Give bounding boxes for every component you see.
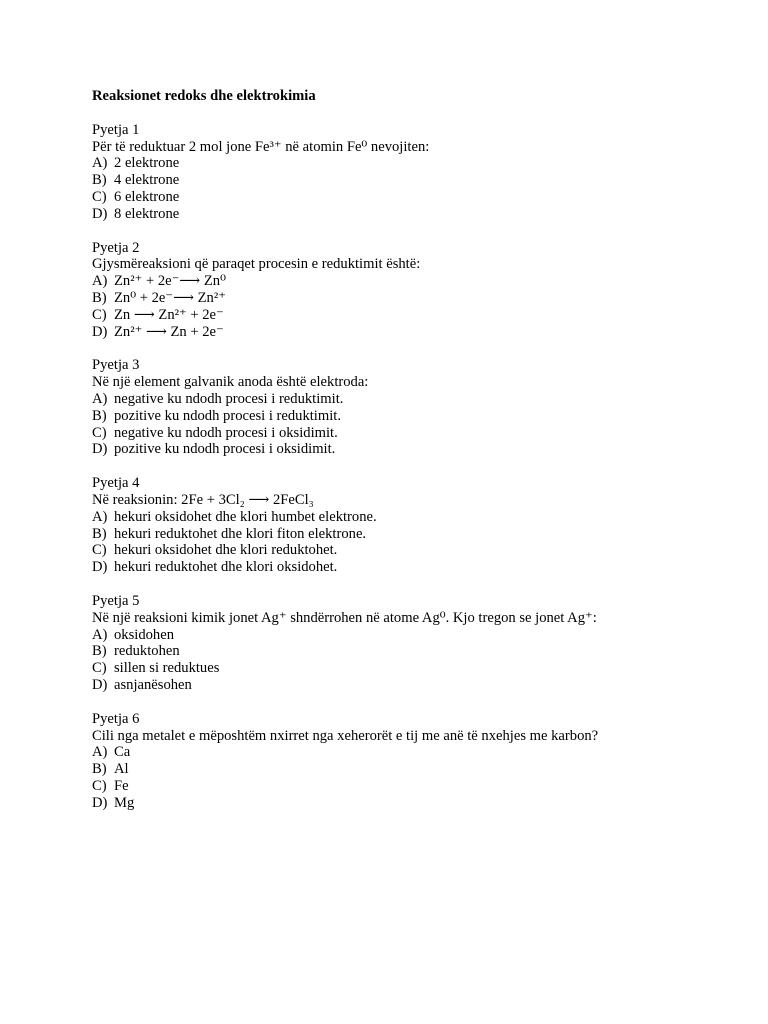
option-text: 4 elektrone — [114, 172, 180, 189]
answer-option — [92, 172, 712, 189]
question-stem: Në një reaksioni kimik jonet Ag⁺ shndërrohen në atome Ag⁰. Kjo tregon se jonet Ag⁺: — [92, 609, 597, 626]
option-text: hekuri oksidohet dhe klori reduktohet. — [114, 542, 338, 559]
answer-option — [92, 744, 712, 761]
answer-option — [92, 408, 712, 425]
option-letter: A) — [92, 744, 108, 761]
document-page — [92, 88, 712, 828]
answer-option — [92, 307, 712, 324]
question-6 — [92, 711, 712, 812]
option-letter: C) — [92, 660, 107, 677]
answer-option — [92, 526, 712, 543]
question-label: Pyetja 1 — [92, 121, 140, 138]
option-letter: B) — [92, 407, 107, 424]
option-letter: D) — [92, 441, 108, 458]
answer-option — [92, 391, 712, 408]
option-letter: B) — [92, 172, 107, 189]
question-stem: Në një element galvanik anoda është elektroda: — [92, 374, 369, 391]
question-3 — [92, 357, 712, 458]
answer-option — [92, 660, 712, 677]
question-stem: Gjysmëreaksioni që paraqet procesin e reduktimit është: — [92, 256, 421, 273]
option-letter: D) — [92, 559, 108, 576]
option-text: 6 elektrone — [114, 188, 180, 205]
answer-option — [92, 795, 712, 812]
option-text: Zn⁰ + 2e⁻⟶ Zn²⁺ — [114, 289, 226, 306]
option-text: reduktohen — [114, 643, 180, 660]
question-list — [92, 122, 712, 812]
option-text: asnjanësohen — [114, 676, 192, 693]
option-text: negative ku ndodh procesi i reduktimit. — [114, 390, 344, 407]
option-text: sillen si reduktues — [114, 660, 220, 677]
option-text: 2 elektrone — [114, 155, 180, 172]
option-text: Mg — [114, 794, 135, 811]
option-letter: A) — [92, 508, 108, 525]
question-4 — [92, 475, 712, 576]
option-letter: C) — [92, 542, 107, 559]
answer-option — [92, 627, 712, 644]
answer-option — [92, 542, 712, 559]
option-letter: A) — [92, 626, 108, 643]
answer-option — [92, 189, 712, 206]
option-letter: D) — [92, 794, 108, 811]
option-text: 8 elektrone — [114, 205, 180, 222]
answer-option — [92, 155, 712, 172]
question-label: Pyetja 4 — [92, 475, 140, 492]
question-label: Pyetja 5 — [92, 592, 140, 609]
option-letter: A) — [92, 273, 108, 290]
option-text: negative ku ndodh procesi i oksidimit. — [114, 424, 338, 441]
answer-option — [92, 778, 712, 795]
option-letter: B) — [92, 525, 107, 542]
question-stem: Për të reduktuar 2 mol jone Fe³⁺ në atomin Fe⁰ nevojiten: — [92, 138, 430, 155]
question-label: Pyetja 3 — [92, 357, 140, 374]
option-text: hekuri reduktohet dhe klori fiton elektrone. — [114, 525, 367, 542]
option-letter: B) — [92, 643, 107, 660]
option-letter: D) — [92, 676, 108, 693]
option-letter: B) — [92, 761, 107, 778]
answer-option — [92, 509, 712, 526]
question-5 — [92, 593, 712, 694]
answer-option — [92, 761, 712, 778]
answer-option — [92, 290, 712, 307]
option-letter: C) — [92, 424, 107, 441]
answer-option — [92, 677, 712, 694]
option-text: Zn²⁺ ⟶ Zn + 2e⁻ — [114, 323, 224, 340]
option-text: Ca — [114, 744, 131, 761]
question-label: Pyetja 2 — [92, 239, 140, 256]
answer-option — [92, 559, 712, 576]
answer-option — [92, 273, 712, 290]
document-title: Reaksionet redoks dhe elektrokimia — [92, 88, 316, 104]
option-letter: C) — [92, 777, 107, 794]
question-1 — [92, 122, 712, 223]
option-letter: A) — [92, 155, 108, 172]
option-text: Zn ⟶ Zn²⁺ + 2e⁻ — [114, 306, 224, 323]
option-text: pozitive ku ndodh procesi i reduktimit. — [114, 407, 341, 424]
option-letter: D) — [92, 205, 108, 222]
option-text: Al — [114, 761, 129, 778]
option-text: hekuri reduktohet dhe klori oksidohet. — [114, 559, 338, 576]
option-text: Fe — [114, 777, 129, 794]
option-text: pozitive ku ndodh procesi i oksidimit. — [114, 441, 336, 458]
question-2 — [92, 240, 712, 341]
question-stem: Cili nga metalet e mëposhtëm nxirret nga xeherorët e tij me anë të nxehjes me karbon? — [92, 727, 599, 744]
answer-option — [92, 643, 712, 660]
option-letter: A) — [92, 390, 108, 407]
option-text: Zn²⁺ + 2e⁻⟶ Zn⁰ — [114, 273, 226, 290]
option-letter: D) — [92, 323, 108, 340]
option-letter: C) — [92, 306, 107, 323]
answer-option — [92, 425, 712, 442]
option-letter: C) — [92, 188, 107, 205]
answer-option — [92, 324, 712, 341]
option-text: oksidohen — [114, 626, 174, 643]
option-letter: B) — [92, 289, 107, 306]
question-label: Pyetja 6 — [92, 710, 140, 727]
answer-option — [92, 441, 712, 458]
answer-option — [92, 206, 712, 223]
option-text: hekuri oksidohet dhe klori humbet elektrone. — [114, 508, 377, 525]
question-stem: Në reaksionin: 2Fe + 3Cl₂ ⟶ 2FeCl₃ — [92, 491, 314, 508]
